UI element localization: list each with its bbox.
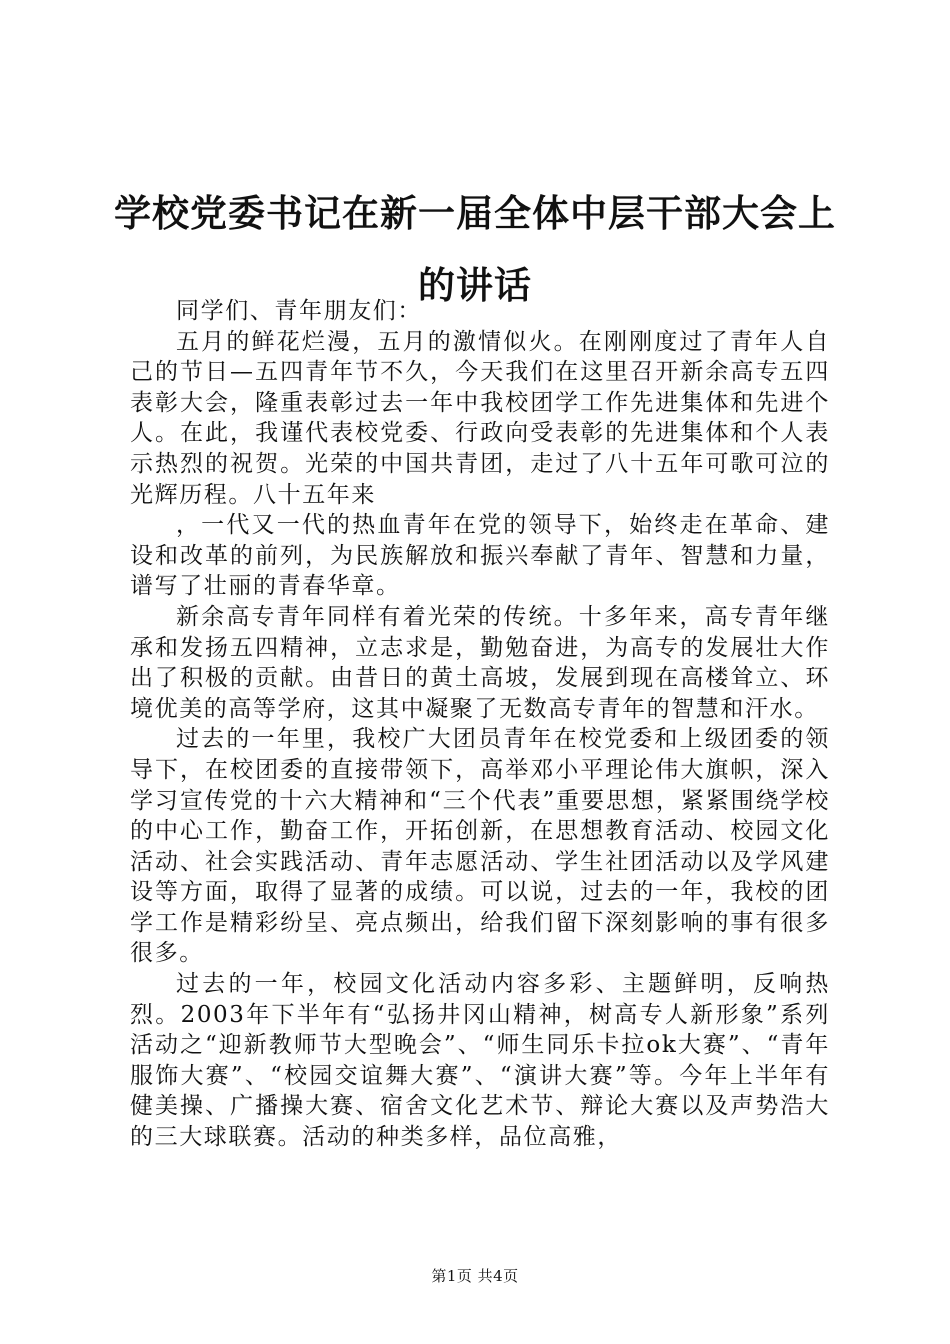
body-paragraph: 过去的一年里，我校广大团员青年在校党委和上级团委的领导下，在校团委的直接带领下，高举邓小平理论伟大旗帜，深入学习宣传党的十六大精神和“三个代表”重要思想，紧紧围绕学校的中心工作，勤奋工作，开拓创新，在思想教育活动、校园文化活动、社会实践活动、青年志愿活动、学生社团活动以及学风建设等方面，取得了显著的成绩。可以说，过去的一年，我校的团学工作是精彩纷呈、亮点频出，给我们留下深刻影响的事有很多很多。 (130, 726, 830, 967)
document-title: 学校党委书记在新一届全体中层干部大会上的讲话 (114, 192, 836, 307)
page-number-footer: 第1页 共4页 (431, 1267, 519, 1285)
body-paragraph: ，一代又一代的热血青年在党的领导下，始终走在革命、建设和改革的前列，为民族解放和振兴奉献了青年、智慧和力量，谱写了壮丽的青春华章。 (130, 512, 830, 600)
body-paragraph: 过去的一年，校园文化活动内容多彩、主题鲜明，反响热烈。2003年下半年有“弘扬井冈山精神，树高专人新形象”系列活动之“迎新教师节大型晚会”、“师生同乐卡拉ok大赛”、“青年服饰大赛”、“校园交谊舞大赛”、“演讲大赛”等。今年上半年有健美操、广播操大赛、宿舍文化艺术节、辩论大赛以及声势浩大的三大球联赛。活动的种类多样，品位高雅， (130, 971, 830, 1151)
salutation-paragraph: 同学们、青年朋友们： (176, 298, 422, 324)
body-paragraph: 五月的鲜花烂漫，五月的激情似火。在刚刚度过了青年人自己的节日—五四青年节不久，今天我们在这里召开新余高专五四表彰大会，隆重表彰过去一年中我校团学工作先进集体和先进个人。在此，我谨代表校党委、行政向受表彰的先进集体和个人表示热烈的祝贺。光荣的中国共青团，走过了八十五年可歌可泣的光辉历程。八十五年来 (130, 328, 830, 508)
body-paragraph: 新余高专青年同样有着光荣的传统。十多年来，高专青年继承和发扬五四精神，立志求是，勤勉奋进，为高专的发展壮大作出了积极的贡献。由昔日的黄土高坡，发展到现在高楼耸立、环境优美的高等学府，这其中凝聚了无数高专青年的智慧和汗水。 (130, 603, 830, 722)
document-body (130, 296, 830, 1153)
